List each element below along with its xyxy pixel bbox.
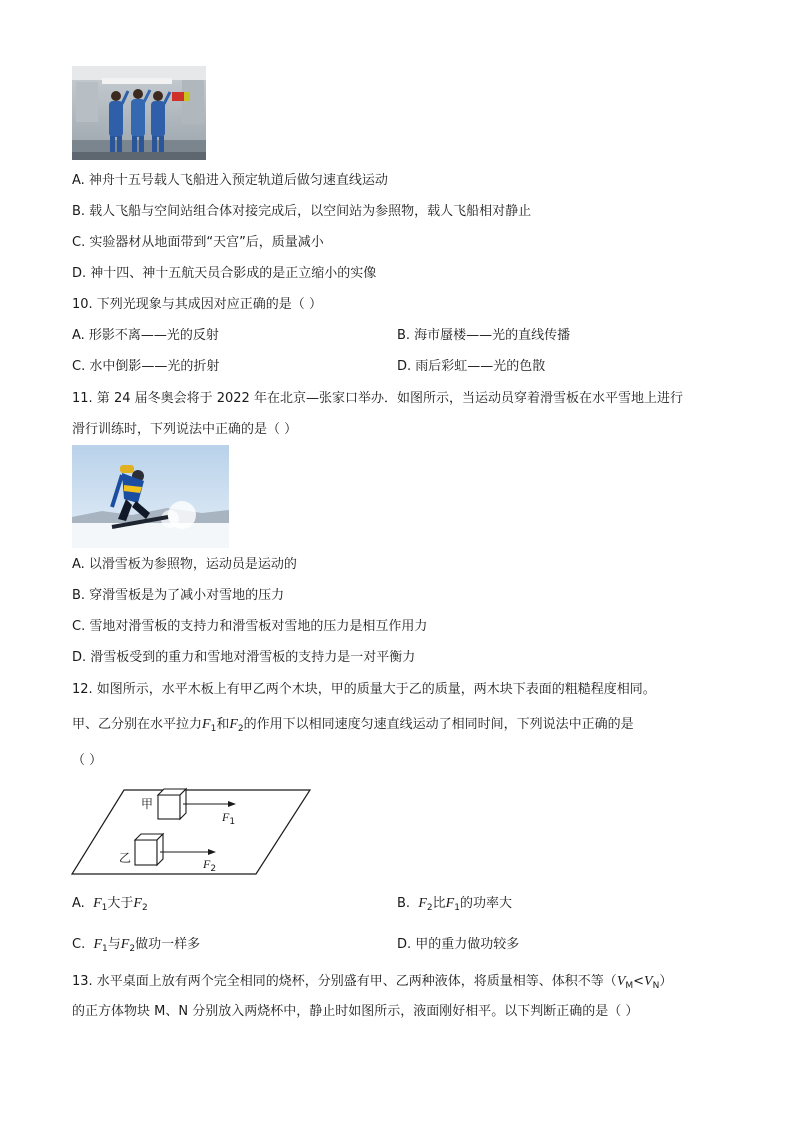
q11-stem-line2: 滑行训练时，下列说法中正确的是（ ） [72,422,298,437]
q11-stem-line1: 11. 第 24 届冬奥会将于 2022 年在北京—张家口举办．如图所示，当运动员穿着滑雪板在水平雪地上进行 [72,391,683,406]
q10-stem: 10. 下列光现象与其成因对应正确的是（ ） [72,297,322,312]
snowboarder-photo [72,445,229,548]
q12-diagram [70,782,316,882]
q11-option-c: C. 雪地对滑雪板的支持力和滑雪板对雪地的压力是相互作用力 [72,619,428,634]
q12-option-a: A. $F_1$大于$F_2$ [72,896,148,913]
q10-option-c: C. 水中倒影——光的折射 [72,359,220,374]
q9-option-d: D. 神十四、神十五航天员合影成的是正立缩小的实像 [72,266,377,281]
q10-option-d: D. 雨后彩虹——光的色散 [397,359,546,374]
q12-stem-line3: （ ） [72,753,103,768]
q10-option-a: A. 形影不离——光的反射 [72,328,219,343]
q12-option-b: B. $F_2$比$F_1$的功率大 [397,896,512,913]
q12-stem-line2: 甲、乙分别在水平拉力$F_1$和$F_2$的作用下以相同速度匀速直线运动了相同时间，下列说法中正确的是 [72,717,634,734]
astronaut-photo [72,66,206,160]
label-yi: 乙 [119,851,132,865]
q13-stem-line1: 13. 水平桌面上放有两个完全相同的烧杯，分别盛有甲、乙两种液体，将质量相等、体积不等$(V_M<V_N)$ [72,974,673,991]
block-yi [135,834,163,865]
q13-stem-line2: 的正方体物块 M、N 分别放入两烧杯中，静止时如图所示，液面刚好相平。以下判断正确的是（ ） [72,1004,639,1019]
q11-option-d: D. 滑雪板受到的重力和雪地对滑雪板的支持力是一对平衡力 [72,650,416,665]
label-f1: $F_1$ [222,810,236,827]
q12-stem-line1: 12. 如图所示，水平木板上有甲乙两个木块，甲的质量大于乙的质量，两木块下表面的粗糙程度相同。 [72,682,656,697]
q9-option-b: B. 载人飞船与空间站组合体对接完成后，以空间站为参照物，载人飞船相对静止 [72,204,532,219]
q10-option-b: B. 海市蜃楼——光的直线传播 [397,328,571,343]
label-f2: $F_2$ [203,857,217,874]
q12-option-d: D. 甲的重力做功较多 [397,937,520,952]
q11-option-a: A. 以滑雪板为参照物，运动员是运动的 [72,557,297,572]
block-jia [158,789,186,819]
q9-option-c: C. 实验器材从地面带到“天宫”后，质量减小 [72,235,324,250]
q11-option-b: B. 穿滑雪板是为了减小对雪地的压力 [72,588,285,603]
q12-option-c: C. $F_1$与$F_2$做功一样多 [72,937,201,954]
q9-option-a: A. 神舟十五号载人飞船进入预定轨道后做匀速直线运动 [72,173,388,188]
board-outline [72,790,310,874]
label-jia: 甲 [141,797,154,811]
